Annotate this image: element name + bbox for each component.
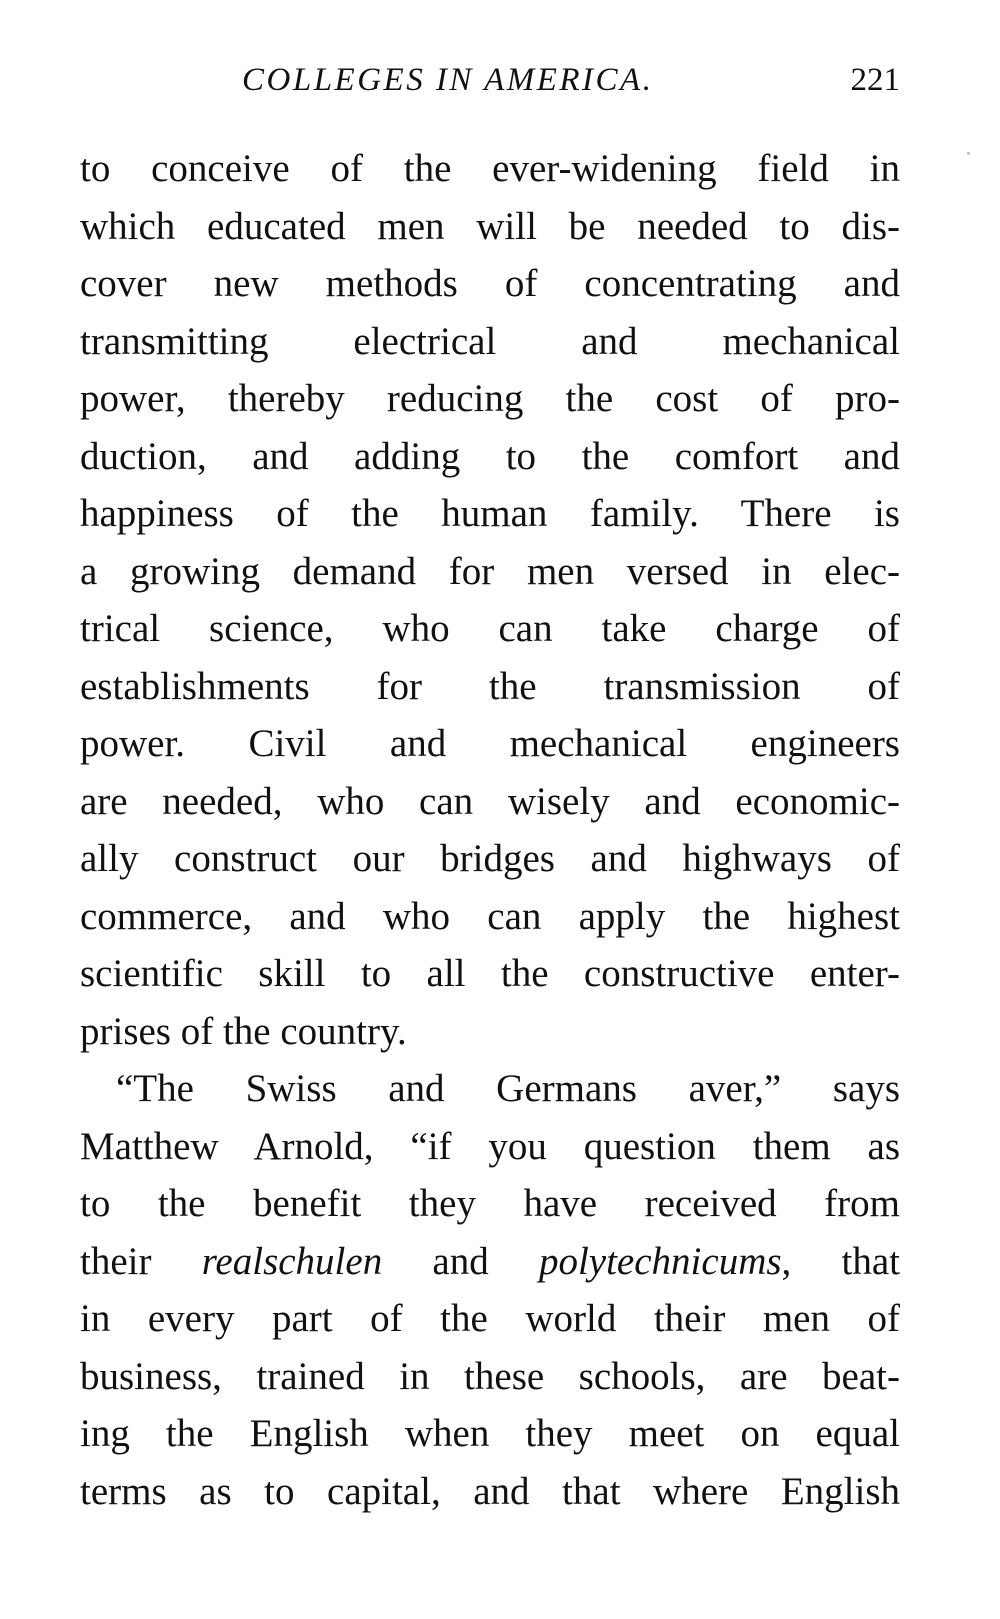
text-line: cover new methods of concentrating and — [80, 262, 900, 305]
text-line: are needed, who can wisely and economic- — [80, 779, 900, 823]
page-number: 221 — [850, 62, 900, 98]
text-line: commerce, and who can apply the highest — [80, 894, 900, 938]
body-text — [80, 140, 900, 1520]
text-run: their — [80, 1239, 202, 1283]
paragraph-2 — [80, 1060, 900, 1520]
running-title: COLLEGES IN AMERICA. — [242, 62, 654, 98]
text-line: ing the English when they meet on equal — [80, 1412, 900, 1455]
text-line: ally construct our bridges and highways of — [80, 837, 900, 880]
text-line: which educated men will be needed to dis- — [80, 204, 900, 248]
text-line: terms as to capital, and that where English — [80, 1469, 900, 1513]
text-line: duction, and adding to the comfort and — [80, 434, 900, 478]
text-line: in every part of the world their men of — [80, 1297, 900, 1340]
text-line: prises of the country. — [80, 1009, 407, 1053]
text-line: business, trained in these schools, are beat- — [80, 1354, 900, 1398]
text-run: , that — [781, 1239, 900, 1283]
stray-ink-mark — [967, 152, 970, 155]
text-line: scientific skill to all the constructive enter- — [80, 952, 900, 995]
text-line: to the benefit they have received from — [80, 1182, 900, 1225]
text-line: “The Swiss and Germans aver,” says — [116, 1067, 900, 1110]
text-line: power, thereby reducing the cost of pro- — [80, 377, 900, 420]
italic-term-realschulen: realschulen — [201, 1239, 383, 1283]
text-line: to conceive of the ever-widening field in — [80, 147, 900, 190]
italic-term-polytechnicums: polytechnicums — [538, 1239, 782, 1283]
text-line: happiness of the human family. There is — [80, 492, 900, 535]
running-head — [80, 62, 900, 112]
text-line: establishments for the transmission of — [80, 664, 900, 708]
text-run: and — [382, 1239, 539, 1283]
text-line: Matthew Arnold, “if you question them as — [80, 1124, 900, 1168]
paragraph-1 — [80, 140, 900, 1060]
text-line: power. Civil and mechanical engineers — [80, 722, 900, 765]
text-line: a growing demand for men versed in elec- — [80, 549, 900, 593]
text-line: trical science, who can take charge of — [80, 607, 900, 650]
text-line: transmitting electrical and mechanical — [80, 319, 900, 363]
text-line-with-italics — [80, 1233, 900, 1291]
